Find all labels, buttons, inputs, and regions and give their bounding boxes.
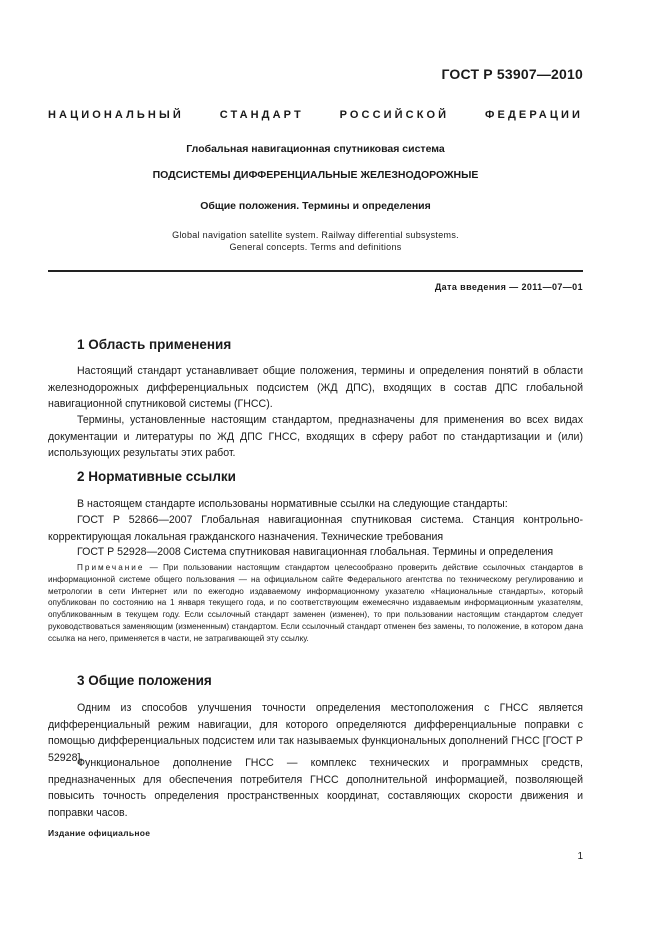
note-label: Примечание	[77, 563, 145, 572]
title-english-line1: Global navigation satellite system. Railway differential subsystems.	[172, 230, 459, 240]
reference-gost-52928: ГОСТ Р 52928—2008 Система спутниковая навигационная глобальная. Термины и определения	[77, 546, 554, 558]
note-text: — При пользовании настоящим стандартом целесообразно проверить действие ссылочных стандартов в информационной системе общего пользования — на официальном сайте Федерального агентства по техническому регулированию и метрологии в сети Интернет или по ежегодно издаваемому информационному указателю «Национальные стандарты», который опубликован по состоянию на 1 января текущего года, и по соответствующим ежемесячно издаваемым информационным указателям, опубликованным в текущем году. Если ссылочный стандарт заменен (изменен), то при пользовании настоящим стандартом следует руководствоваться заменяющим (измененным) стандартом. Если ссылочный стандарт отменен без замены, то положение, в котором дана ссылка на него, применяется в части, не затрагивающей эту ссылку.	[48, 563, 583, 643]
national-standard-banner: НАЦИОНАЛЬНЫЙ СТАНДАРТ РОССИЙСКОЙ ФЕДЕРАЦИИ	[48, 109, 583, 121]
title-subtitle: Общие положения. Термины и определения	[200, 200, 431, 212]
intro-date: Дата введения — 2011—07—01	[434, 282, 583, 292]
section3-paragraph2: Функциональное дополнение ГНСС — комплекс технических и программных средств, предназначенных для обеспечения потребителя ГНСС дополнительной информацией, позволяющей повысить точность определения пространственных координат, составляющих скорости движения и поправки часов.	[48, 757, 583, 819]
title-subsystems: ПОДСИСТЕМЫ ДИФФЕРЕНЦИАЛЬНЫЕ ЖЕЛЕЗНОДОРОЖНЫЕ	[152, 169, 479, 181]
normative-note	[48, 562, 583, 645]
section1-paragraph2: Термины, установленные настоящим стандартом, предназначены для применения во всех видах документации и литературы по ЖД ДПС ГНСС, входящих в сферу работ по стандартизации и (или) использующих результаты этих работ.	[48, 414, 583, 459]
reference-gost-52866: ГОСТ Р 52866—2007 Глобальная навигационная спутниковая система. Станция контрольно-корректирующая локальная гражданского назначения. Технические требования	[48, 514, 583, 543]
title-english	[48, 229, 583, 253]
page-number: 1	[577, 851, 583, 862]
section3-heading: 3 Общие положения	[77, 673, 212, 688]
official-edition: Издание официальное	[48, 828, 151, 838]
standard-number: ГОСТ Р 53907—2010	[441, 66, 583, 82]
section1-heading: 1 Область применения	[77, 337, 232, 352]
section1-paragraph1: Настоящий стандарт устанавливает общие положения, термины и определения понятий в области железнодорожных дифференциальных подсистем (ЖД ДПС), входящих в состав ДПС глобальной навигационной спутниковой системы (ГНСС).	[48, 365, 583, 410]
section2-paragraph1: В настоящем стандарте использованы нормативные ссылки на следующие стандарты:	[77, 498, 508, 510]
title-divider	[48, 270, 583, 272]
title-system: Глобальная навигационная спутниковая система	[186, 143, 445, 155]
section2-heading: 2 Нормативные ссылки	[77, 469, 236, 484]
title-english-line2: General concepts. Terms and definitions	[229, 242, 402, 252]
section3-paragraph1: Одним из способов улучшения точности определения местоположения с ГНСС является дифференциальный режим навигации, для которого определяются дифференциальные поправки с помощью дифференциальных подсистем или так называемых функциональных дополнений ГНСС [ГОСТ Р 52928].	[48, 702, 583, 764]
